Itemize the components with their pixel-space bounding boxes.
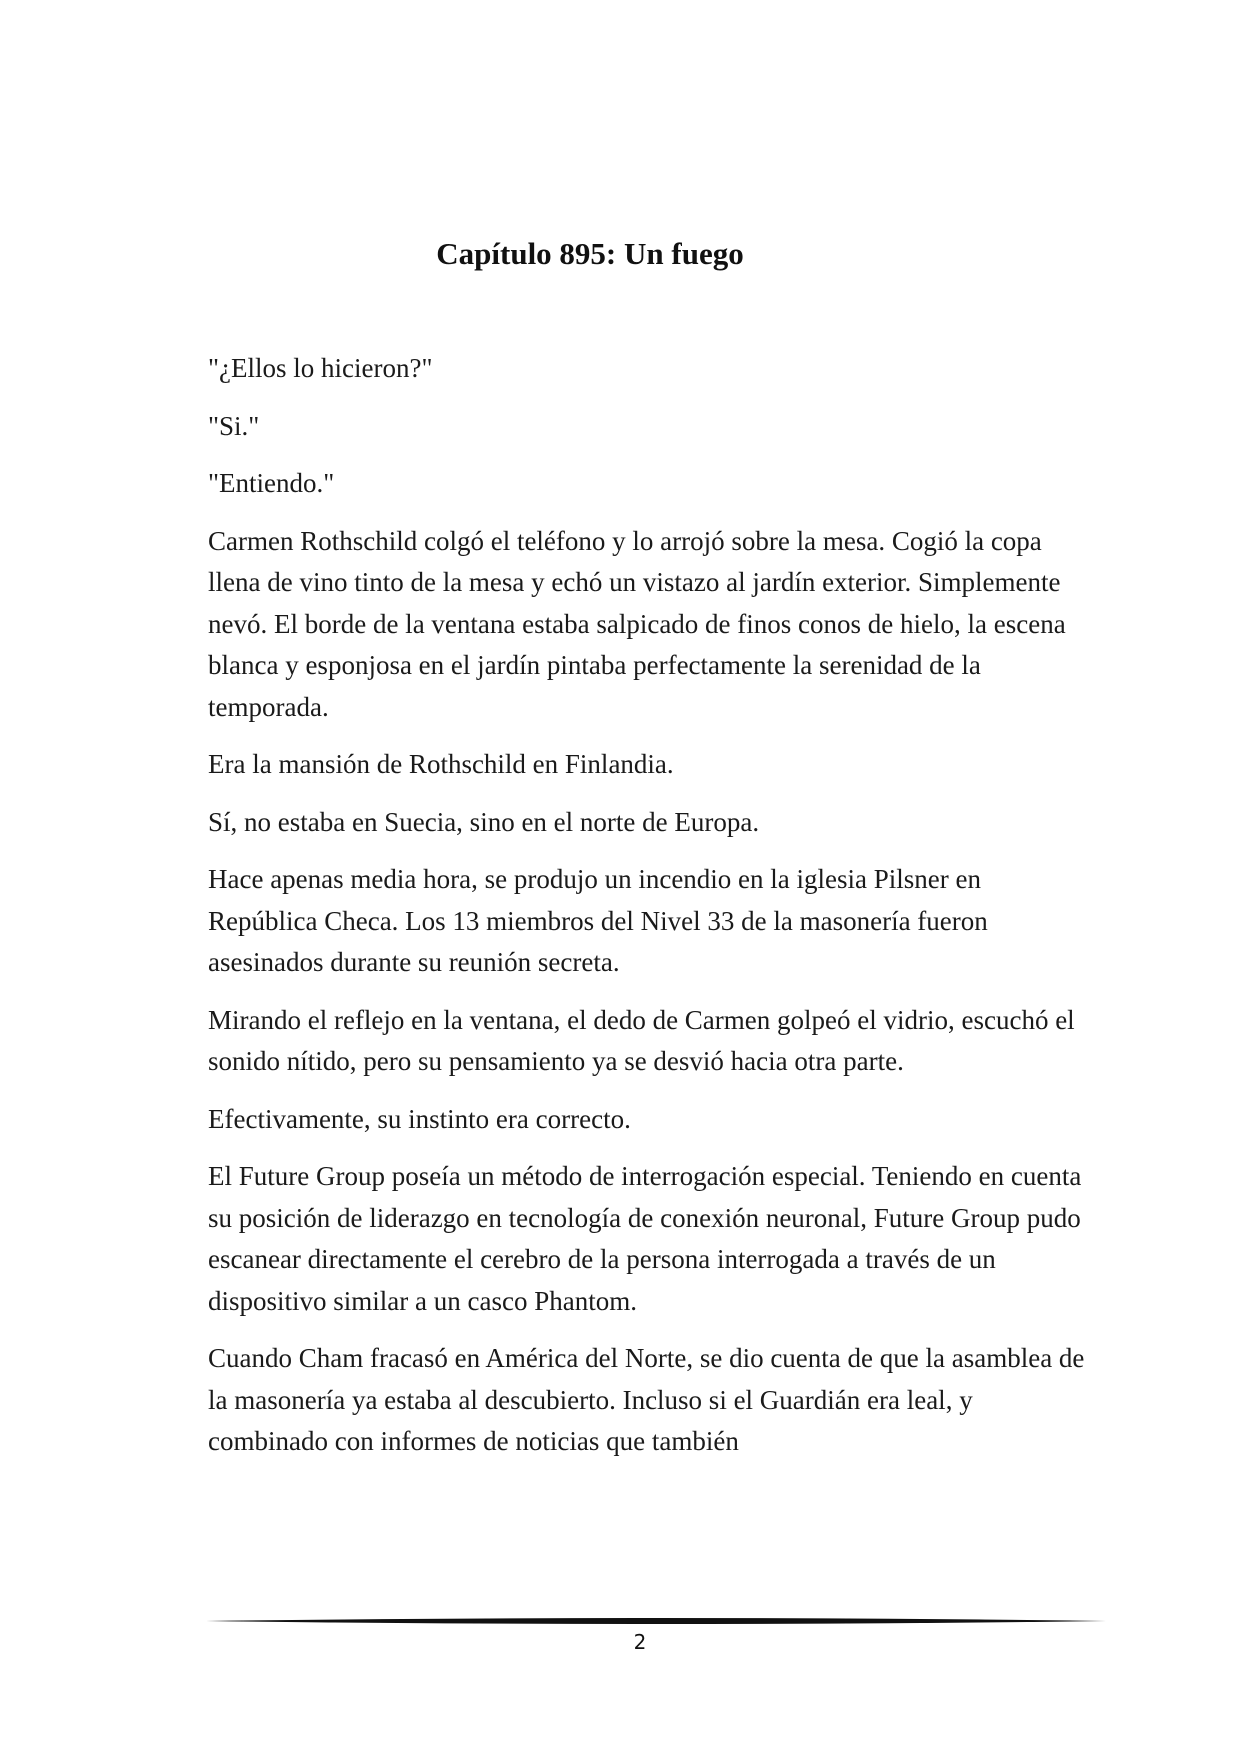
footer-divider (206, 1616, 1106, 1626)
paragraph: "Entiendo." (208, 468, 335, 498)
chapter-title: Capítulo 895: Un fuego (436, 236, 744, 271)
paragraph: "Si." (208, 410, 260, 441)
paragraph: Carmen Rothschild colgó el teléfono y lo arrojó sobre la mesa. Cogió la copa llena de vino tinto de la mesa y echó un vistazo al jardín exterior. Simplemente nevó. El borde de la ventana estaba salpicado de finos conos de hielo, la escena blanca y esponjosa en el jardín pintaba perfectamente la serenidad de la temporada. (208, 525, 1066, 722)
page-number: 2 (633, 1630, 647, 1654)
paragraph: Mirando el reflejo en la ventana, el dedo de Carmen golpeó el vidrio, escuchó el sonido nítido, pero su pensamiento ya se desvió hacia otra parte. (208, 1004, 1075, 1076)
paragraph: Efectivamente, su instinto era correcto. (208, 1103, 631, 1134)
paragraph: Cuando Cham fracasó en América del Norte, se dio cuenta de que la asamblea de la masonería ya estaba al descubierto. Incluso si el Guardián era leal, y combinado con informes de noticias que también (208, 1343, 1085, 1456)
paragraph: Era la mansión de Rothschild en Finlandia. (208, 749, 674, 779)
paragraph: Hace apenas media hora, se produjo un incendio en la iglesia Pilsner en República Checa. Los 13 miembros del Nivel 33 de la masonería fueron asesinados durante su reunión secreta. (208, 864, 988, 977)
chapter-body (208, 348, 1088, 1479)
paragraph: Sí, no estaba en Suecia, sino en el norte de Europa. (208, 806, 760, 837)
paragraph: El Future Group poseía un método de interrogación especial. Teniendo en cuenta su posición de liderazgo en tecnología de conexión neuronal, Future Group pudo escanear directamente el cerebro de la persona interrogada a través de un dispositivo similar a un casco Phantom. (208, 1161, 1082, 1316)
paragraph: "¿Ellos lo hicieron?" (208, 353, 433, 383)
